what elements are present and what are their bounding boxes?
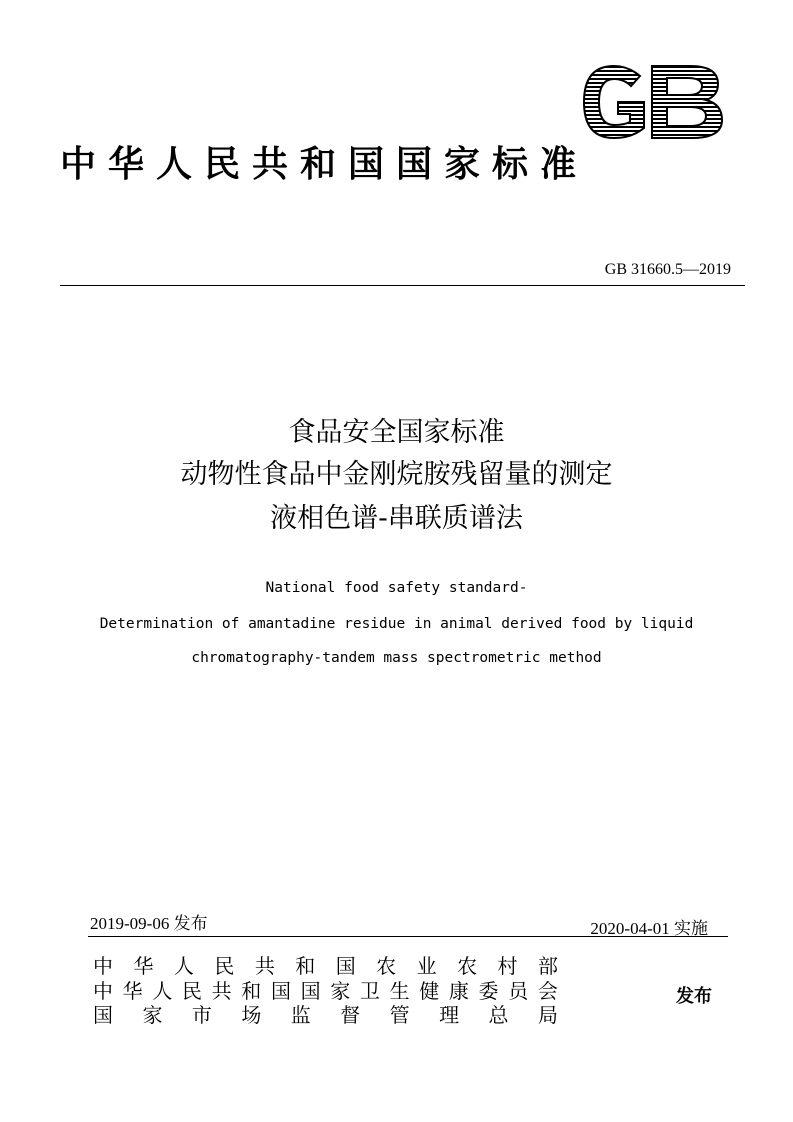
issuer-char: 中 [93,979,113,1003]
issuer-char: 农 [457,954,478,978]
issuer-char: 人 [173,954,194,978]
issuer-char: 理 [439,1003,460,1027]
issuer-char: 家 [142,1003,163,1027]
issuer-char: 国 [335,954,356,978]
issuer-char: 员 [508,979,529,1003]
gb-logo [578,62,728,142]
issuer-char: 人 [152,979,173,1003]
issuer-ministry-agriculture [93,953,558,979]
issuer-char: 委 [478,979,499,1003]
issuer-char: 共 [254,954,275,978]
issuer-char: 健 [419,979,440,1003]
issuer-char: 家 [330,979,351,1003]
issuer-char: 部 [537,954,558,978]
issue-date: 2019-09-06 发布 [90,914,208,933]
country-title: 中华人民共和国国家标准 [60,144,589,185]
issuer-char: 国 [300,979,321,1003]
issuer-char: 中 [93,954,113,978]
cn-title-line-1: 食品安全国家标准 [288,417,505,448]
implementation-date: 2020-04-01 实施 [590,919,708,938]
standard-number: GB 31660.5—2019 [604,261,731,278]
en-title-line-2: Determination of amantadine residue in animal derived food by liquid [99,616,694,632]
issuer-char: 共 [211,979,232,1003]
issuer-char: 局 [537,1003,558,1027]
issuer-char: 生 [389,979,410,1003]
issuer-char: 督 [340,1003,361,1027]
header-divider [60,285,745,286]
issuer-char: 卫 [359,979,380,1003]
cn-title-line-2: 动物性食品中金刚烷胺残留量的测定 [180,459,613,490]
issuer-char: 管 [389,1003,410,1027]
issuer-char: 场 [241,1003,262,1027]
issuer-char: 总 [488,1003,509,1027]
issuer-health-commission [93,978,558,1004]
issuer-char: 市 [191,1003,212,1027]
issuer-char: 监 [290,1003,311,1027]
issuer-char: 华 [133,954,154,978]
issuer-char: 农 [376,954,397,978]
issuer-char: 华 [122,979,143,1003]
issuer-char: 业 [416,954,437,978]
footer-divider [88,936,728,937]
issuer-char: 会 [537,979,558,1003]
publish-label: 发布 [676,986,712,1007]
issuer-char: 和 [241,979,262,1003]
issuer-char: 和 [295,954,316,978]
issuer-char: 康 [448,979,469,1003]
issuer-char: 村 [497,954,518,978]
issuer-char: 国 [93,1003,113,1027]
en-title-line-1: National food safety standard- [265,580,528,596]
issuer-market-regulation [93,1002,558,1028]
issuer-char: 民 [214,954,235,978]
issuer-char: 民 [181,979,202,1003]
en-title-line-3: chromatography-tandem mass spectrometric method [191,650,602,666]
cn-title-line-3: 液相色谱-串联质谱法 [270,503,523,534]
issuer-char: 国 [270,979,291,1003]
